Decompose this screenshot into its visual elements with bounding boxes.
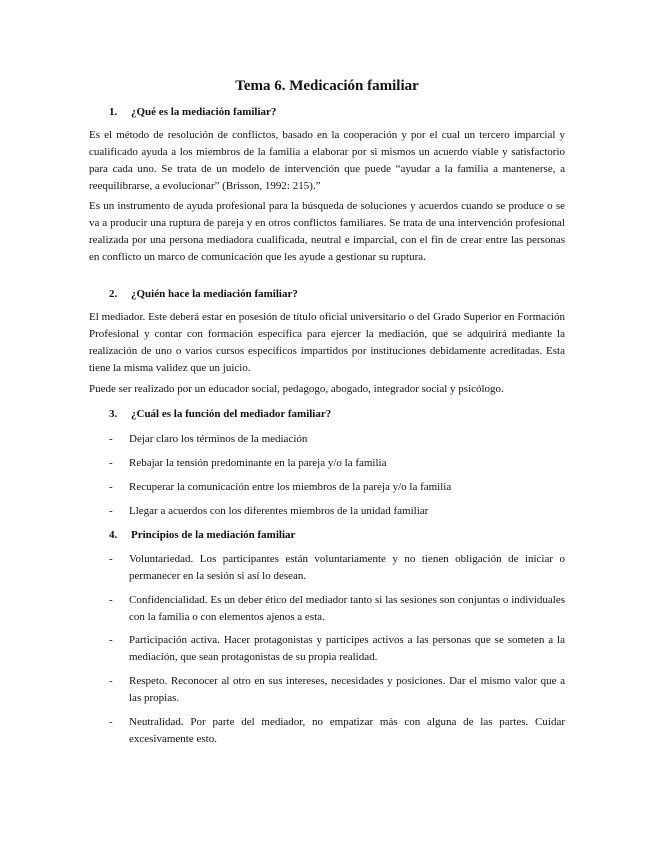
paragraph: Puede ser realizado por un educador social, pedagogo, abogado, integrador social y psicólogo.: [89, 383, 504, 395]
document-title: Tema 6. Medicación familiar: [235, 78, 419, 94]
section-number: 3.: [109, 408, 118, 420]
bullet-marker: -: [109, 675, 113, 687]
list-item: [109, 455, 565, 472]
bullet-marker: -: [109, 481, 113, 493]
section-heading-text: ¿Quién hace la mediación familiar?: [131, 288, 298, 300]
bullet-marker: -: [109, 433, 113, 445]
section-heading-text: ¿Qué es la mediación familiar?: [131, 106, 277, 118]
section-number: 2.: [109, 288, 118, 300]
list-item-text: Recuperar la comunicación entre los miembros de la pareja y/o la familia: [129, 481, 452, 493]
paragraph: El mediador. Este deberá estar en posesión de título oficial universitario o del Grado Superior en Formación Profesional y contar con formación específica para ejercer la mediación, que se adquirirá mediante la realización de uno o varios cursos específicos impartidos por instituciones debidamente acreditadas. Esta tiene la misma validez que un juicio.: [89, 311, 565, 374]
section-heading-text: Principios de la mediación familiar: [131, 529, 296, 541]
paragraph: Es un instrumento de ayuda profesional para la búsqueda de soluciones y acuerdos cuando se produce o se va a producir una ruptura de pareja y en otros conflictos familiares. Se trata de una intervención profesional realizada por una persona mediadora cualificada, neutral e imparcial, con el fin de crear entre las personas en conflicto un marco de comunicación que les ayude a gestionar su ruptura.: [89, 200, 565, 263]
paragraph: Es el método de resolución de conflictos, basado en la cooperación y por el cual un tercero imparcial y cualificado ayuda a los miembros de la familia a elaborar por si mismos un acuerdo viable y satisfactorio para cada uno. Se trata de un modelo de intervención que puede “ayudar a la familia a mantenerse, a reequilibrarse, a evolucionar” (Brisson, 1992: 215).”: [89, 129, 565, 192]
section-number: 1.: [109, 106, 118, 118]
list-item: [109, 431, 565, 448]
section-number: 4.: [109, 529, 118, 541]
list-item: [109, 714, 565, 748]
section-3-heading: [109, 406, 331, 423]
list-item-text: Dejar claro los términos de la mediación: [129, 433, 308, 445]
list-item-text: Voluntariedad. Los participantes están voluntariamente y no tienen obligación de iniciar o permanecer en la sesión si así lo desean.: [129, 553, 565, 582]
list-item-text: Llegar a acuerdos con los diferentes miembros de la unidad familiar: [129, 505, 429, 517]
bullet-marker: -: [109, 553, 113, 565]
section-heading-text: ¿Cuál es la función del mediador familiar?: [131, 408, 332, 420]
list-item: [109, 592, 565, 626]
list-item: [109, 503, 565, 520]
list-item: [109, 551, 565, 585]
list-item-text: Confidencialidad. Es un deber ético del mediador tanto si las sesiones son conjuntas o individuales con la familia o con elementos ajenos a esta.: [129, 594, 565, 623]
list-item: [109, 479, 565, 496]
bullet-marker: -: [109, 457, 113, 469]
list-item: [109, 632, 565, 666]
list-item-text: Participación activa. Hacer protagonistas y partícipes activos a las personas que se someten a la mediación, que sean protagonistas de su propia realidad.: [129, 634, 565, 663]
bullet-marker: -: [109, 594, 113, 606]
section-4-heading: [109, 527, 295, 544]
list-item-text: Respeto. Reconocer al otro en sus intereses, necesidades y posiciones. Dar el mismo valor que a las propias.: [129, 675, 565, 704]
list-item-text: Rebajar la tensión predominante en la pareja y/o la familia: [129, 457, 387, 469]
bullet-marker: -: [109, 634, 113, 646]
bullet-marker: -: [109, 716, 113, 728]
list-item-text: Neutralidad. Por parte del mediador, no empatizar más con alguna de las partes. Cuidar excesivamente esto.: [129, 716, 565, 745]
list-item: [109, 673, 565, 707]
section-2-heading: [109, 286, 298, 303]
bullet-marker: -: [109, 505, 113, 517]
section-1-heading: [109, 104, 276, 121]
